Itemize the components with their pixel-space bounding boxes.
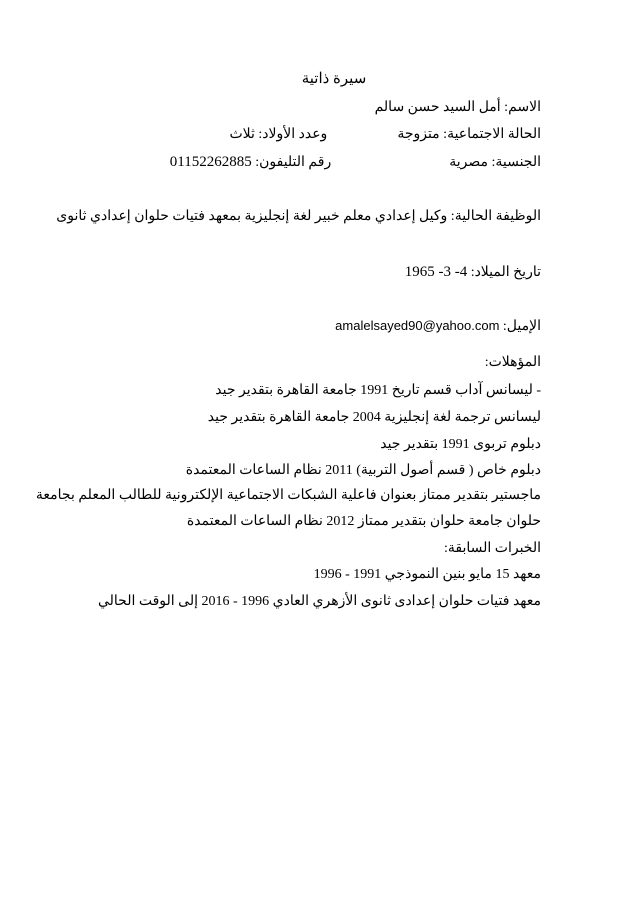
birth-date: 4- 3- 1965	[404, 264, 468, 280]
birth-label: تاريخ الميلاد:	[470, 265, 541, 280]
children-count: وعدد الأولاد: ثلاث	[229, 127, 328, 142]
name-line: الاسم: أمل السيد حسن سالم	[374, 100, 541, 115]
experience-item: معهد فتيات حلوان إعدادى ثانوى الأزهري العادي 1996 - 2016 إلى الوقت الحالي	[97, 594, 541, 609]
qualification-item: ليسانس ترجمة لغة إنجليزية 2004 جامعة القاهرة بتقدير جيد	[207, 410, 541, 425]
qualification-item: دبلوم تربوى 1991 بتقدير جيد	[380, 437, 541, 452]
qualification-item: حلوان جامعة حلوان بتقدير ممتاز 2012 نظام الساعات المعتمدة	[186, 514, 541, 529]
experience-heading: الخبرات السابقة:	[444, 541, 541, 556]
qualification-item: - ليسانس آداب قسم تاريخ 1991 جامعة القاهرة بتقدير جيد	[215, 383, 541, 398]
birth-line	[405, 263, 541, 282]
marital-line	[229, 126, 541, 144]
marital-status: الحالة الاجتماعية: متزوجة	[397, 127, 541, 142]
email-label: الإميل:	[502, 319, 541, 334]
email-address: amalelsayed90@yahoo.com	[335, 318, 500, 333]
phone-label: رقم التليفون:	[255, 155, 332, 170]
experience-item: معهد 15 مايو بنين النموذجي 1991 - 1996	[313, 567, 541, 582]
qualification-item: دبلوم خاص ( قسم أصول التربية) 2011 نظام الساعات المعتمدة	[185, 463, 541, 478]
phone-number: 01152262885	[169, 154, 252, 170]
current-job: الوظيفة الحالية: وكيل إعدادي معلم خبير لغة إنجليزية بمعهد فتيات حلوان إعدادي ثانوى	[56, 209, 541, 224]
qualifications-heading: المؤهلات:	[484, 355, 541, 370]
qualification-item: ماجستير بتقدير ممتاز بعنوان فاعلية الشبكات الاجتماعية الإلكترونية للطالب المعلم بجامعة	[35, 488, 541, 503]
nationality-line	[170, 153, 541, 172]
email-line	[335, 317, 541, 336]
nationality: الجنسية: مصرية	[449, 155, 541, 170]
document-title: سيرة ذاتية	[301, 71, 367, 87]
